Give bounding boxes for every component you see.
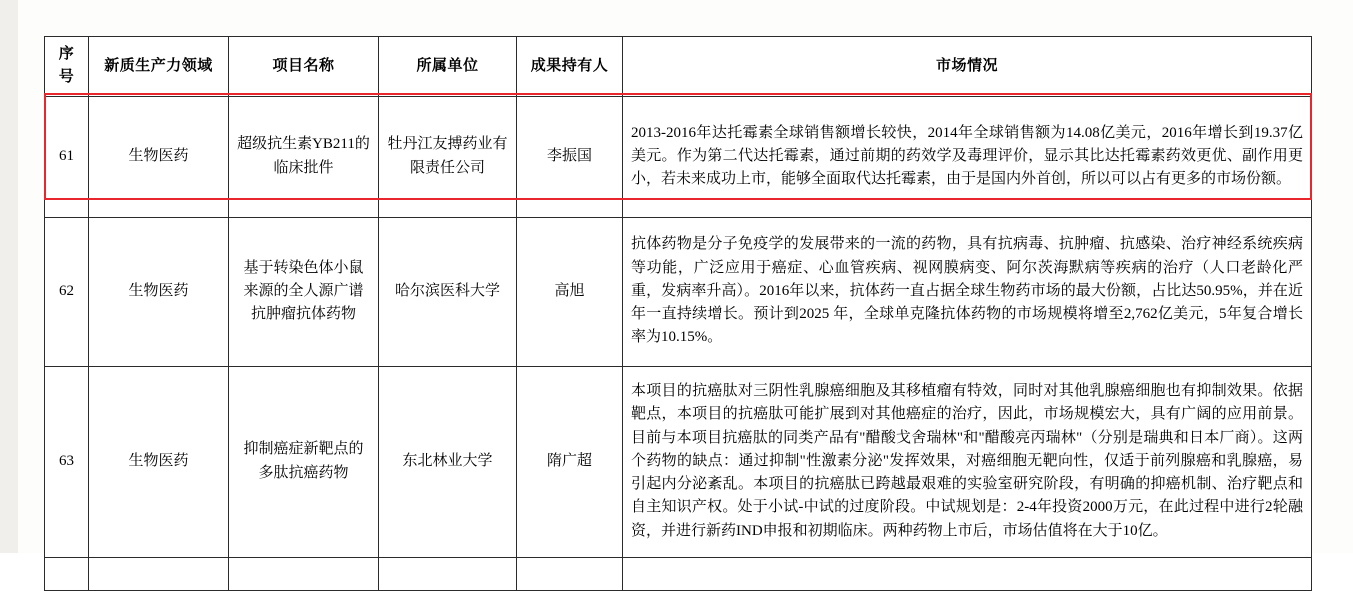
achievements-table [44, 36, 1312, 591]
cell-project-name [229, 557, 379, 590]
header-row [45, 37, 1312, 97]
cell-no: 62 [45, 217, 89, 366]
table-row-partial [45, 557, 1312, 590]
cell-unit: 牡丹江友搏药业有限责任公司 [379, 96, 517, 217]
cell-field: 生物医药 [89, 217, 229, 366]
cell-project-name: 抑制癌症新靶点的多肽抗癌药物 [229, 366, 379, 557]
cell-market: 本项目的抗癌肽对三阴性乳腺癌细胞及其移植瘤有特效，同时对其他乳腺癌细胞也有抑制效果。依据靶点，本项目的抗癌肽可能扩展到对其他癌症的治疗，因此，市场规模宏大，具有广阔的应用前景。目前与本项目抗癌肽的同类产品有"醋酸戈舍瑞林"和"醋酸亮丙瑞林"（分别是瑞典和日本厂商）。这两个药物的缺点：通过抑制"性激素分泌"发挥效果，对癌细胞无靶向性，仅适于前列腺癌和乳腺癌，易引起内分泌紊乱。本项目的抗癌肽已跨越最艰难的实验室研究阶段，有明确的抑癌机制、治疗靶点和自主知识产权。处于小试-中试的过度阶段。中试规划是：2-4年投资2000万元，在此过程中进行2轮融资，并进行新药IND申报和初期临床。两种药物上市后，市场估值将在大于10亿。 [623, 366, 1312, 557]
cell-unit: 东北林业大学 [379, 366, 517, 557]
cell-project-name: 超级抗生素YB211的临床批件 [229, 96, 379, 217]
cell-unit: 哈尔滨医科大学 [379, 217, 517, 366]
column-header-no: 序号 [45, 37, 89, 97]
cell-no: 61 [45, 96, 89, 217]
table-row [45, 96, 1312, 217]
table-row [45, 366, 1312, 557]
cell-no [45, 557, 89, 590]
table-body [45, 96, 1312, 590]
cell-market [623, 557, 1312, 590]
cell-holder [517, 557, 623, 590]
cell-field [89, 557, 229, 590]
page-left-margin [0, 0, 18, 553]
cell-market: 2013-2016年达托霉素全球销售额增长较快，2014年全球销售额为14.08亿美元，2016年增长到19.37亿美元。作为第二代达托霉素，通过前期的药效学及毒理评价，显示其比达托霉素药效更优、副作用更小，若未来成功上市，能够全面取代达托霉素，由于是国内外首创，所以可以占有更多的市场份额。 [623, 96, 1312, 217]
table-header [45, 37, 1312, 97]
cell-project-name: 基于转染色体小鼠来源的全人源广谱抗肿瘤抗体药物 [229, 217, 379, 366]
column-header-holder: 成果持有人 [517, 37, 623, 97]
column-header-field: 新质生产力领域 [89, 37, 229, 97]
column-header-project-name: 项目名称 [229, 37, 379, 97]
cell-no: 63 [45, 366, 89, 557]
cell-field: 生物医药 [89, 96, 229, 217]
cell-field: 生物医药 [89, 366, 229, 557]
cell-holder: 李振国 [517, 96, 623, 217]
table-row [45, 217, 1312, 366]
cell-holder: 隋广超 [517, 366, 623, 557]
cell-holder: 高旭 [517, 217, 623, 366]
column-header-market: 市场情况 [623, 37, 1312, 97]
cell-unit [379, 557, 517, 590]
column-header-unit: 所属单位 [379, 37, 517, 97]
cell-market: 抗体药物是分子免疫学的发展带来的一流的药物，具有抗病毒、抗肿瘤、抗感染、治疗神经系统疾病等功能，广泛应用于癌症、心血管疾病、视网膜病变、阿尔茨海默病等疾病的治疗（人口老龄化严重，发病率升高）。2016年以来，抗体药一直占据全球生物药市场的最大份额，占比达50.95%，并在近年一直持续增长。预计到2025 年，全球单克隆抗体药物的市场规模将增至2,762亿美元，5年复合增长率为10.15%。 [623, 217, 1312, 366]
